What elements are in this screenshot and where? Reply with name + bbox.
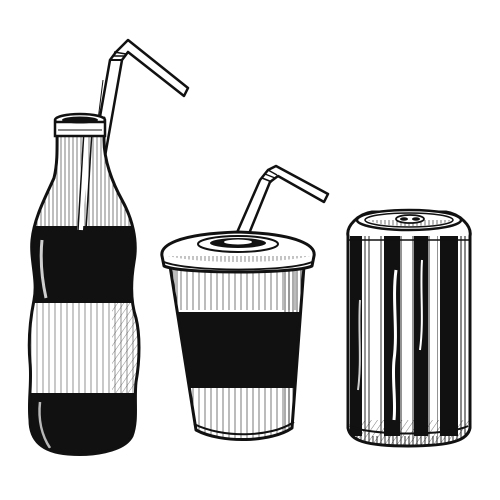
soda-can — [340, 210, 480, 446]
can-pull-tab — [396, 215, 424, 223]
bottle-lip — [55, 114, 105, 136]
paper-cup — [160, 166, 328, 448]
cup-lid — [162, 232, 314, 272]
